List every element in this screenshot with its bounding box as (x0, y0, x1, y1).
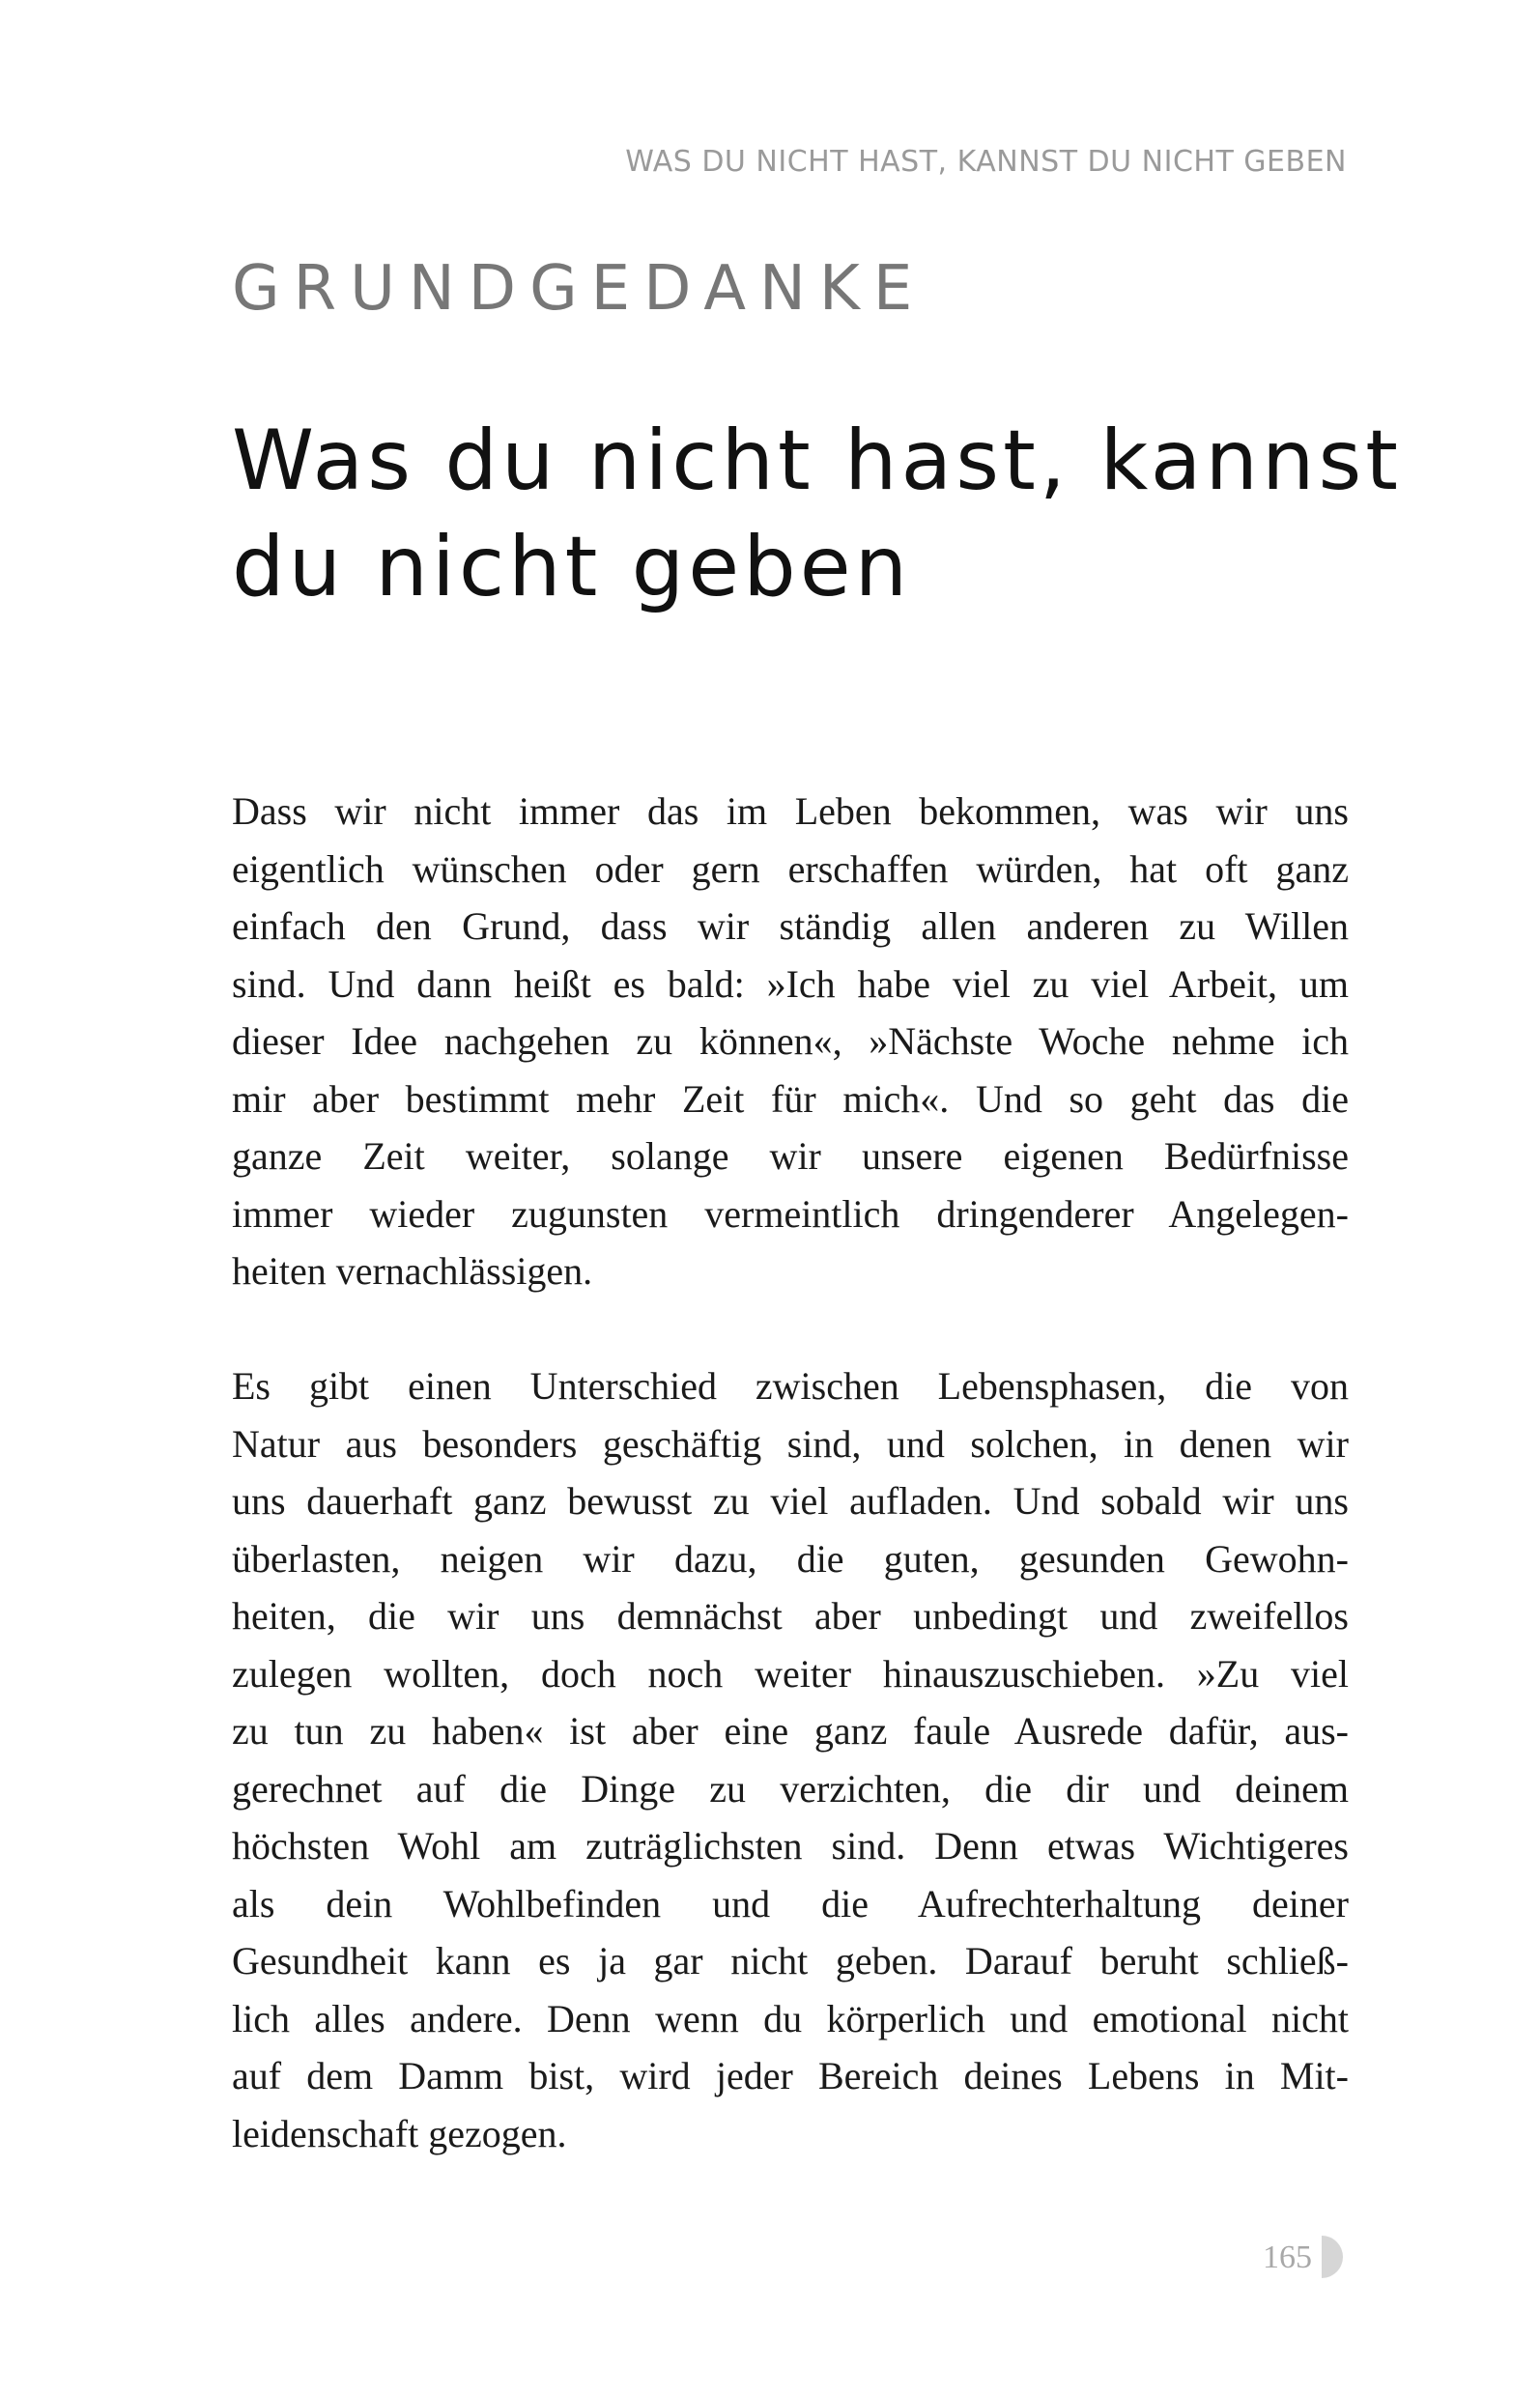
chapter-title-line: Was du nicht hast, kannst (232, 413, 1402, 509)
text-line: einfach den Grund, dass wir ständig allen anderen zu Willen (232, 904, 1349, 948)
text-line: Gesundheit kann es ja gar nicht geben. Darauf beruht schließ- (232, 1939, 1349, 1982)
text-line: überlasten, neigen wir dazu, die guten, gesunden Gewohn- (232, 1536, 1349, 1581)
text-line: mir aber bestimmt mehr Zeit für mich«. Und so geht das die (232, 1076, 1349, 1121)
text-line: lich alles andere. Denn wenn du körperlich und emotional nicht (232, 1996, 1349, 2040)
text-line: sind. Und dann heißt es bald: »Ich habe viel zu viel Arbeit, um (232, 961, 1349, 1006)
text-line: Dass wir nicht immer das im Leben bekommen, was wir uns (232, 789, 1349, 833)
text-line: zu tun zu haben« ist aber eine ganz faule Ausrede dafür, aus- (232, 1709, 1349, 1753)
text-line: uns dauerhaft ganz bewusst zu viel aufladen. Und sobald wir uns (232, 1479, 1349, 1523)
text-line: höchsten Wohl am zuträglichsten sind. Denn etwas Wichtigeres (232, 1824, 1349, 1868)
text-line: immer wieder zugunsten vermeintlich dringenderer Angelegen- (232, 1191, 1349, 1236)
page-edge-tab (1322, 2236, 1343, 2278)
section-label: GRUNDGEDANKE (232, 253, 927, 325)
text-line: zulegen wollten, doch noch weiter hinauszuschieben. »Zu viel (232, 1651, 1349, 1696)
text-line: leidenschaft gezogen. (232, 2111, 567, 2155)
text-line: ganze Zeit weiter, solange wir unsere eigenen Bedürfnisse (232, 1134, 1349, 1178)
text-line: eigentlich wünschen oder gern erschaffen würden, hat oft ganz (232, 846, 1349, 891)
text-line: als dein Wohlbefinden und die Aufrechterhaltung deiner (232, 1881, 1349, 1925)
chapter-title (232, 408, 1402, 620)
page-number: 165 (1263, 2239, 1312, 2275)
paragraph (232, 1357, 1349, 2162)
running-header: WAS DU NICHT HAST, KANNST DU NICHT GEBEN (625, 145, 1347, 179)
text-line: dieser Idee nachgehen zu können«, »Nächste Woche nehme ich (232, 1019, 1349, 1063)
paragraph (232, 783, 1349, 1300)
text-line: heiten, die wir uns demnächst aber unbedingt und zweifellos (232, 1594, 1349, 1638)
text-line: auf dem Damm bist, wird jeder Bereich deines Lebens in Mit- (232, 2054, 1349, 2097)
chapter-title-line: du nicht geben (232, 519, 912, 615)
text-line: heiten vernachlässigen. (232, 1249, 593, 1293)
text-line: Es gibt einen Unterschied zwischen Lebensphasen, die von (232, 1364, 1349, 1408)
body-text (232, 783, 1349, 2162)
text-line: Natur aus besonders geschäftig sind, und solchen, in denen wir (232, 1421, 1349, 1466)
text-line: gerechnet auf die Dinge zu verzichten, die dir und deinem (232, 1766, 1349, 1811)
